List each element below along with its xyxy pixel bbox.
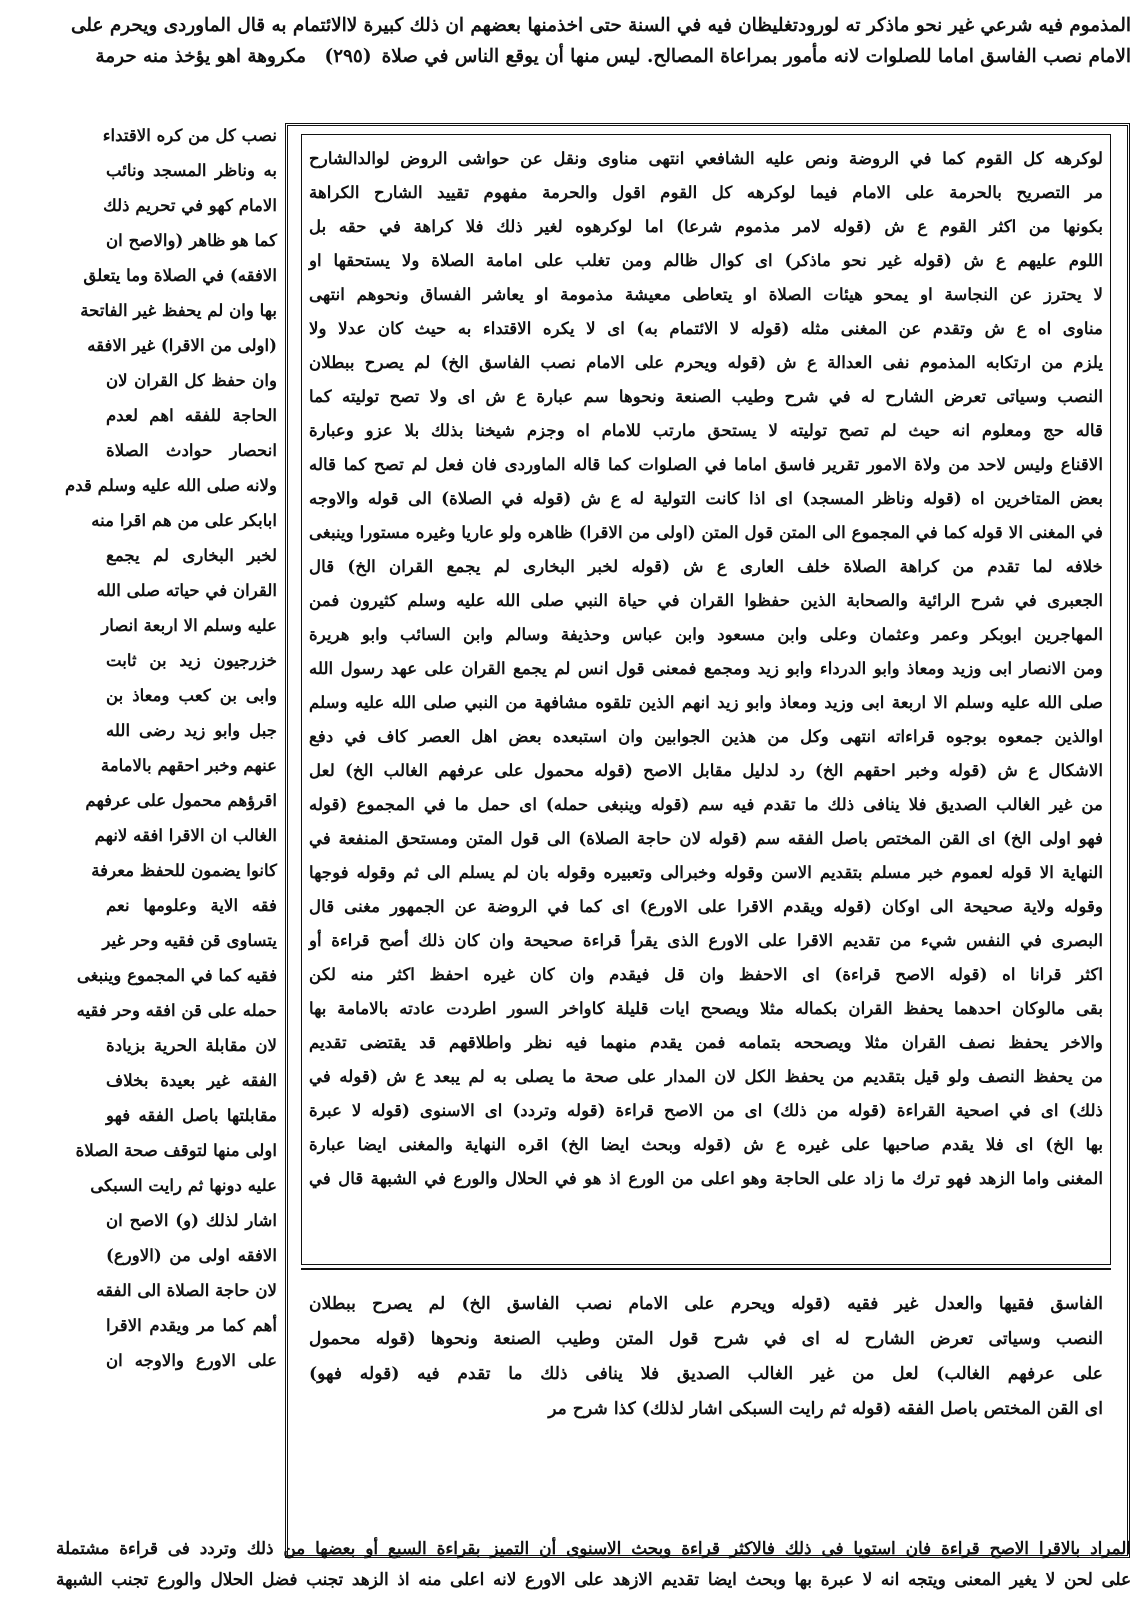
- commentary-line: النهاية الا قوله لعموم خبر مسلم بتقديم الاسن وقوله وخبرالى وتعبيره وقوله بان لم يسلم الى ثم وقوله فوجها: [309, 862, 1103, 882]
- footnote-line: اى القن المختص باصل الفقه (قوله ثم رايت السبكى اشار لذلك) كذا شرح مر: [548, 1399, 1103, 1419]
- side-line: على الاورع والاوجه ان: [106, 1350, 277, 1370]
- commentary-line: المهاجرين ابوبكر وعمر وعثمان وعلى وابن مسعود وابن عباس وحذيفة وسالم وابن السائب وابو هريرة: [309, 624, 1103, 644]
- commentary-line: اكثر قرانا اه (قوله الاصح قراءة) اى الاحفظ وان قل فيقدم وان كان غيره احفظ اكثر منه لكن: [309, 964, 1103, 984]
- side-line: نصب كل من كره الاقتداء: [102, 125, 277, 145]
- side-line: ولانه صلى الله عليه وسلم قدم: [64, 475, 277, 495]
- commentary-line: الجعبرى في شرح الرائية والصحابة الذين حفظوا القران في حياة النبي صلى الله عليه وسلم كثيرون فمن: [309, 590, 1103, 610]
- side-line: كما هو ظاهر (والاصح ان: [106, 230, 277, 250]
- side-line: لان مقابلة الحرية بزيادة: [106, 1035, 277, 1055]
- side-line: اشار لذلك (و) الاصح ان: [106, 1210, 277, 1230]
- side-line: الافقه اولى من (الاورع): [106, 1245, 277, 1265]
- side-line: به وناظر المسجد ونائب: [106, 160, 277, 180]
- side-line: عليه وسلم الا اربعة انصار: [101, 615, 277, 635]
- side-line: حمله على قن افقه وحر فقيه: [76, 1000, 277, 1020]
- commentary-line: اللوم عليهم ع ش (قوله غير نحو ماذكر) اى كوال ظالم ومن تغلب على امامة الصلاة ولا يستحقها او: [309, 250, 1103, 270]
- side-line: القران في حياته صلى الله: [96, 580, 277, 600]
- commentary-line: صلى الله عليه وسلم الا اربعة ابى وزيد ومعاذ وابو زيد انهم الذين تلقوه مشافهة من النبي صلى الله عليه وسلم: [309, 692, 1103, 712]
- commentary-line: من غير الغالب الصديق فلا ينافى ذلك ما تقدم فيه سم (قوله وينبغى حمله) اى حمل ما في المجموع (قوله: [309, 794, 1103, 814]
- page-number: (٢٩٥): [324, 46, 372, 67]
- side-line: (اولى من الاقرا) غير الافقه: [87, 335, 277, 355]
- commentary-line: ومن الانصار ابى وزيد ومعاذ وابو الدرداء وابو زيد ومجمع فمعنى قول انس لم يجمع القران على عهد رسول الله: [309, 658, 1103, 678]
- side-line: بها وان لم يحفظ غير الفاتحة: [80, 300, 277, 320]
- commentary-line: الاقناع وليس لاحد من ولاة الامور تقرير فاسق اماما في الصلوات كما قاله الماوردى فان فعل لم تصح كما قاله: [309, 454, 1103, 474]
- commentary-line: فهو اولى الخ) اى القن المختص باصل الفقه سم (قوله لان حاجة الصلاة) الى قول المتن ومستحق المنفعة في: [309, 828, 1103, 848]
- side-line: كانوا يضمون للحفظ معرفة: [91, 860, 277, 880]
- commentary-line: لوكرهه كل القوم كما في الروضة ونص عليه الشافعي انتهى مناوى ونقل عن حواشى الروض لوالدالشارح: [309, 148, 1103, 168]
- side-line: الغالب ان الاقرا افقه لانهم: [94, 825, 277, 845]
- commentary-line: النصب وسياتى تعرض الشارح له في شرح وطيب الصنعة ونحوها سم عبارة ع ش اى ولا تصح توليته كما: [309, 386, 1103, 406]
- side-line: ابابكر على من هم اقرا منه: [91, 510, 277, 530]
- commentary-line: لا يحترز عن النجاسة او يمحو هيئات الصلاة او يتعاطى معيشة مذمومة او يعاشر الفساق ونحوهم انتهى: [309, 284, 1103, 304]
- commentary-line: المغنى واما الزهد فهو ترك ما زاد على الحاجة وهو اعلى من الورع اذ هو في الحلال والورع في الشبهة قال في: [309, 1168, 1103, 1188]
- commentary-line: خلافه لما تقدم من كراهة الصلاة خلف العارى ع ش (قوله لخبر البخارى لم يجمع القران الخ) قال: [309, 556, 1103, 576]
- side-line: الافقه) في الصلاة وما يتعلق: [83, 265, 277, 285]
- side-line: لخبر البخارى لم يجمع: [106, 545, 277, 565]
- commentary-line: قاله حج ومعلوم انه حيث لم تصح توليته لا يستحق مارتب للامام اه وجزم شيخنا بذلك بلا عزو وعبارة: [309, 420, 1103, 440]
- commentary-line: مر التصريح بالحرمة على الامام فيما لوكرهه كل القوم اقول والحرمة مفهوم تقييد الشارح الكراهة: [309, 182, 1103, 202]
- footnote-line: على عرفهم الغالب) لعل من غير الغالب الصديق فلا ينافى ذلك ما تقدم فيه (قوله فهو): [309, 1364, 1103, 1384]
- top-line: المذموم فيه شرعي غير نحو ماذكر ته لورودتغليظان فيه في السنة حتى اخذمنها بعضهم ان ذلك كبيرة لاالائتمام به قال الماوردى ويحرم على: [71, 15, 1131, 36]
- commentary-line: وقوله ولاية صحيحة الى اوكان (قوله ويقدم الاقرا على الاورع) اى كما في الروضة عن الجمهور مغنى قال: [309, 896, 1103, 916]
- side-line: الفقه غير بعيدة بخلاف: [106, 1070, 277, 1090]
- side-line: اقرؤهم محمول على عرفهم: [85, 790, 277, 810]
- side-line: عليه دونها ثم رايت السبكى: [90, 1175, 277, 1195]
- footnote-line: الفاسق فقيها والعدل غير فقيه (قوله ويحرم على الامام نصب الفاسق الخ) لم يصرح ببطلان: [309, 1294, 1103, 1314]
- side-line: جبل وابو زيد رضى الله: [106, 720, 277, 740]
- top-line: الامام نصب الفاسق اماما للصلوات لانه مأمور بمراعاة المصالح. ليس منها أن يوقع الناس في صلاة: [381, 46, 1131, 67]
- side-line: خزرجيون زيد بن ثابت: [106, 650, 277, 670]
- side-line: وابى بن كعب ومعاذ بن: [106, 685, 277, 705]
- side-line: الامام كهو في تحريم ذلك: [103, 195, 277, 215]
- commentary-line: ذلك) اى في اصحية القراءة (قوله من ذلك) اى من الاصح قراءة (قوله وتردد) اى الاسنوى (قوله لا عبرة: [309, 1100, 1103, 1120]
- side-line: أهم كما مر ويقدم الاقرا: [106, 1315, 277, 1335]
- commentary-line: بعض المتاخرين اه (قوله وناظر المسجد) اى اذا كانت التولية له ع ش (قوله في الصلاة) الى قوله والاوجه: [309, 488, 1103, 508]
- footnote-divider: [301, 1268, 1111, 1270]
- commentary-line: بقى مالوكان احدهما يحفظ القران بكماله مثلا ويصحح ايات قليلة كاواخر السور اطردت عادته بالامامة بها: [309, 998, 1103, 1018]
- side-line: يتساوى قن فقيه وحر غير: [102, 930, 277, 950]
- commentary-line: الاشكال ع ش (قوله وخبر احقهم الخ) رد لدليل مقابل الاصح (قوله محمول على عرفهم الغالب الخ) لعل: [309, 760, 1103, 780]
- side-line: لان حاجة الصلاة الى الفقه: [96, 1280, 277, 1300]
- commentary-line: والاخر يحفظ نصف القران مثلا ويصححه بتمامه فمن يقدم منهما فيه نظر واطلاقهم قد يقتضى تقديم: [309, 1032, 1103, 1052]
- side-line: فقيه كما في المجموع وينبغى: [76, 965, 277, 985]
- commentary-line: البصرى في النفس شيء من تقديم الاقرا على الاورع الذى يقرأ قراءة صحيحة وان كان ذلك أصح قراءة أو: [309, 930, 1103, 950]
- side-line: وان حفظ كل القران لان: [106, 370, 277, 390]
- side-line: عنهم وخبر احقهم بالامامة: [100, 755, 277, 775]
- commentary-line: بكونها من اكثر القوم ع ش (قوله لامر مذموم شرعا) اما لوكرهوه لغير ذلك فلا كراهة في حقه بل: [309, 216, 1103, 236]
- page-number-value: ٢٩٥: [333, 46, 363, 67]
- side-line: مقابلتها باصل الفقه فهو: [106, 1105, 277, 1125]
- top-line: مكروهة اهو يؤخذ منه حرمة: [95, 46, 306, 67]
- side-line: الحاجة للفقه اهم لعدم: [106, 405, 277, 425]
- commentary-line: يلزم من ارتكابه المذموم نفى العدالة ع ش (قوله ويحرم على الامام نصب الفاسق الخ) لم يصرح ببطلان: [309, 352, 1103, 372]
- commentary-line: بها الخ) اى فلا يقدم صاحبها على غيره ع ش (قوله وبحث ايضا الخ) اقره النهاية والمغنى ايضا عبارة: [309, 1134, 1103, 1154]
- commentary-line: في المغنى الا قوله كما في المجموع الى المتن قول المتن (اولى من الاقرا) ظاهره ولو عاريا وغيره مستورا وينبغى: [309, 522, 1103, 542]
- side-line: فقه الاية وعلومها نعم: [106, 895, 277, 915]
- side-line: اولى منها لتوقف صحة الصلاة: [75, 1140, 277, 1160]
- commentary-line: من يحفظ النصف ولو قيل بتقديم من يحفظ الكل لان المدار على صحة ما يصلى به لم يبعد ع ش (قوله في: [309, 1066, 1103, 1086]
- commentary-line: اوالذين جمعوه بوجوه قراءاته انتهى وكل من هذين الجوابين وان استبعده بعض اهل العصر كاف في دفع: [309, 726, 1103, 746]
- bottom-line: على لحن لا يغير المعنى ويتجه انه لا عبرة بها وبحث ايضا تقديم الازهد على الاورع لانه اعلى منه اذ الزهد تجنب فضل الحلال والورع تجنب الشبهة: [56, 1569, 1131, 1589]
- bottom-line: المراد بالاقرا الاصح قراءة فان استويا فى ذلك فالاكثر قراءة وبحث الاسنوى أن التميز بقراءة السبع أو بعضها من ذلك وتردد فى قراءة مشتملة: [56, 1538, 1131, 1558]
- footnote-line: النصب وسياتى تعرض الشارح له اى في شرح قول المتن وطيب الصنعة ونحوها (قوله محمول: [309, 1329, 1103, 1349]
- side-line: انحصار حوادث الصلاة: [106, 440, 277, 460]
- commentary-line: مناوى اه ع ش وتقدم عن المغنى مثله (قوله لا الائتمام به) اى لا يكره الاقتداء به حيث كان عدلا ولا: [309, 318, 1103, 338]
